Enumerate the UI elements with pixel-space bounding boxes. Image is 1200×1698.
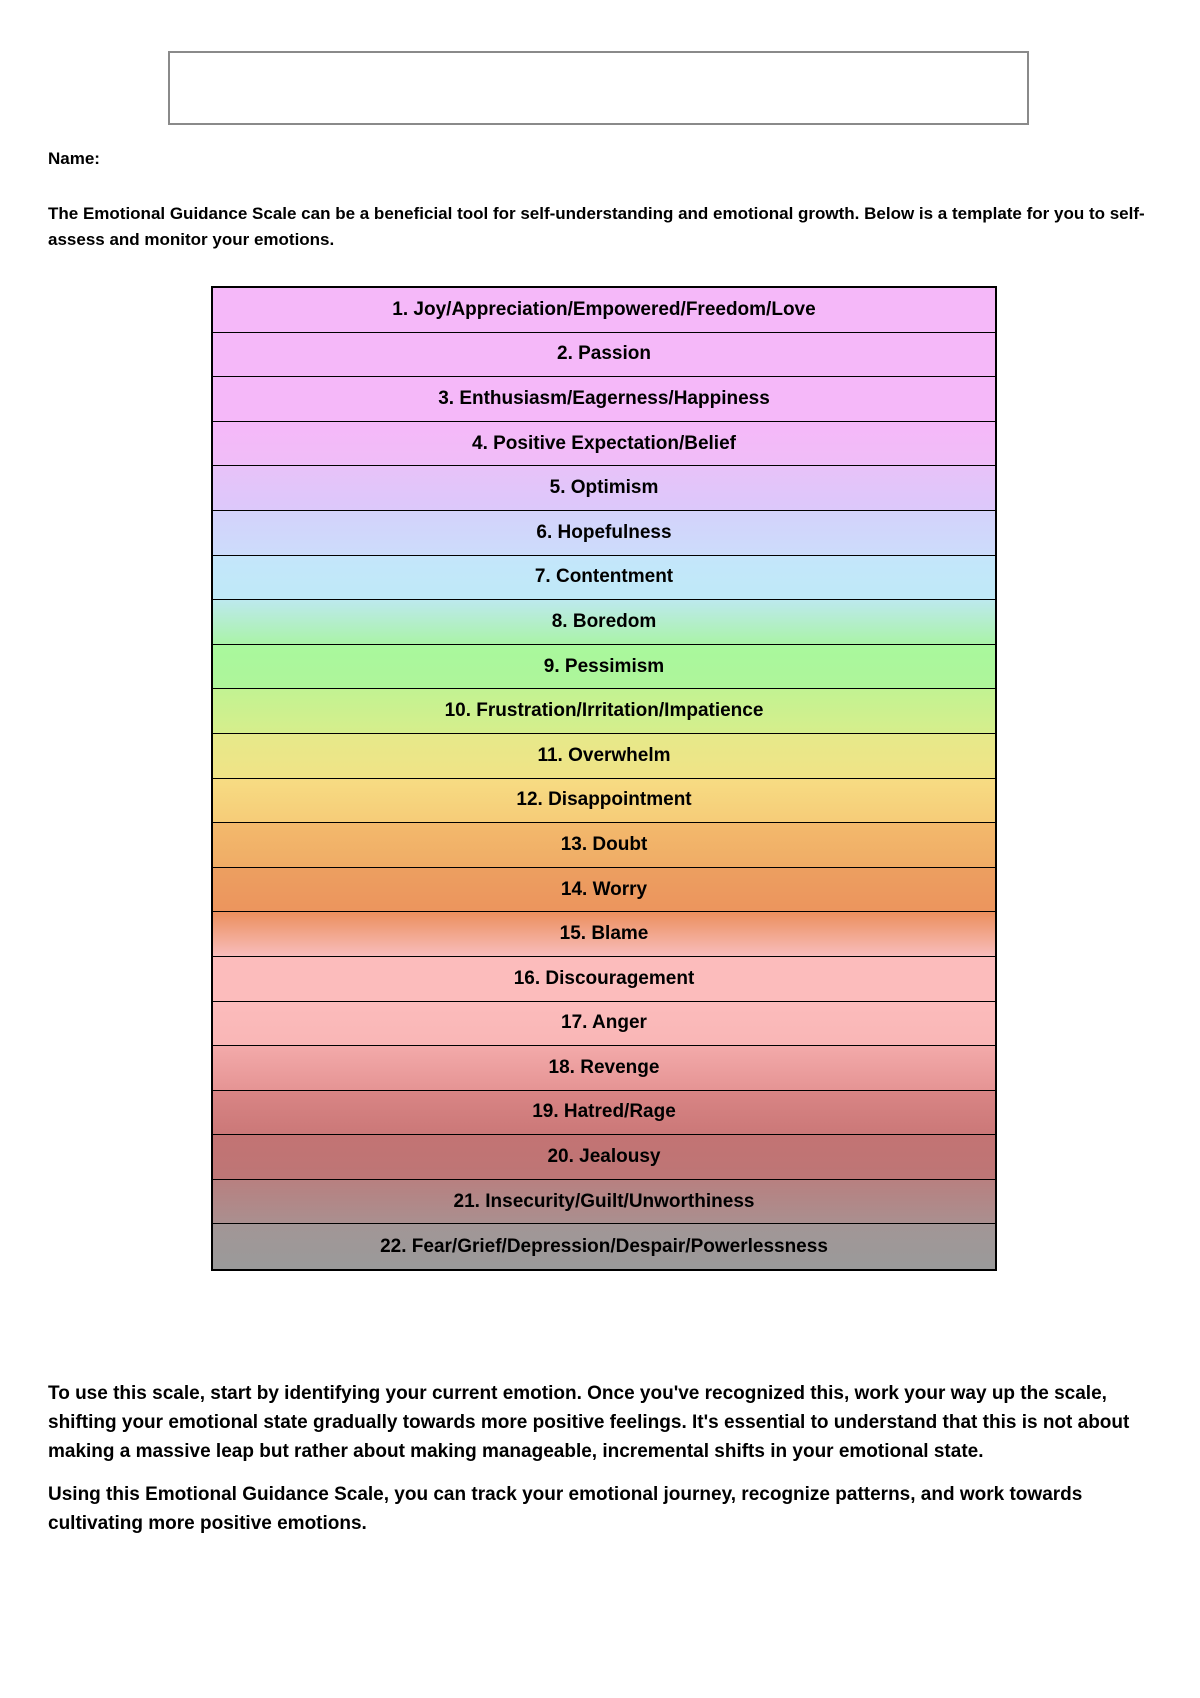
- intro-text: The Emotional Guidance Scale can be a beneficial tool for self-understanding and emotional growth. Below is a template for you to self-assess and monitor your emotions.: [48, 204, 1145, 249]
- scale-row-16: 16. Discouragement: [213, 957, 995, 1002]
- scale-row-8: 8. Boredom: [213, 600, 995, 645]
- title-box[interactable]: [168, 51, 1029, 125]
- emotional-guidance-scale: [211, 286, 997, 1271]
- outro-text: [48, 1379, 1168, 1552]
- scale-row-19: 19. Hatred/Rage: [213, 1091, 995, 1136]
- scale-row-14: 14. Worry: [213, 868, 995, 913]
- outro-paragraph-2: Using this Emotional Guidance Scale, you can track your emotional journey, recognize patterns, and work towards cultivating more positive emotions.: [48, 1484, 1083, 1534]
- scale-row-6: 6. Hopefulness: [213, 511, 995, 556]
- outro-paragraph-1: To use this scale, start by identifying your current emotion. Once you've recognized this, work your way up the scale, shifting your emotional state gradually towards more positive feelings. It's essential to understand that this is not about making a massive leap but rather about making manageable, incremental shifts in your emotional state.: [48, 1383, 1130, 1462]
- name-label: Name:: [48, 149, 100, 168]
- scale-row-3: 3. Enthusiasm/Eagerness/Happiness: [213, 377, 995, 422]
- scale-row-1: 1. Joy/Appreciation/Empowered/Freedom/Love: [213, 288, 995, 333]
- scale-row-21: 21. Insecurity/Guilt/Unworthiness: [213, 1180, 995, 1225]
- scale-row-20: 20. Jealousy: [213, 1135, 995, 1180]
- scale-row-5: 5. Optimism: [213, 466, 995, 511]
- scale-row-11: 11. Overwhelm: [213, 734, 995, 779]
- scale-row-17: 17. Anger: [213, 1002, 995, 1047]
- scale-row-13: 13. Doubt: [213, 823, 995, 868]
- scale-row-22: 22. Fear/Grief/Depression/Despair/Powerlessness: [213, 1224, 995, 1269]
- scale-row-18: 18. Revenge: [213, 1046, 995, 1091]
- scale-row-4: 4. Positive Expectation/Belief: [213, 422, 995, 467]
- scale-row-7: 7. Contentment: [213, 556, 995, 601]
- scale-row-2: 2. Passion: [213, 333, 995, 378]
- scale-row-10: 10. Frustration/Irritation/Impatience: [213, 689, 995, 734]
- scale-row-15: 15. Blame: [213, 912, 995, 957]
- scale-row-12: 12. Disappointment: [213, 779, 995, 824]
- scale-row-9: 9. Pessimism: [213, 645, 995, 690]
